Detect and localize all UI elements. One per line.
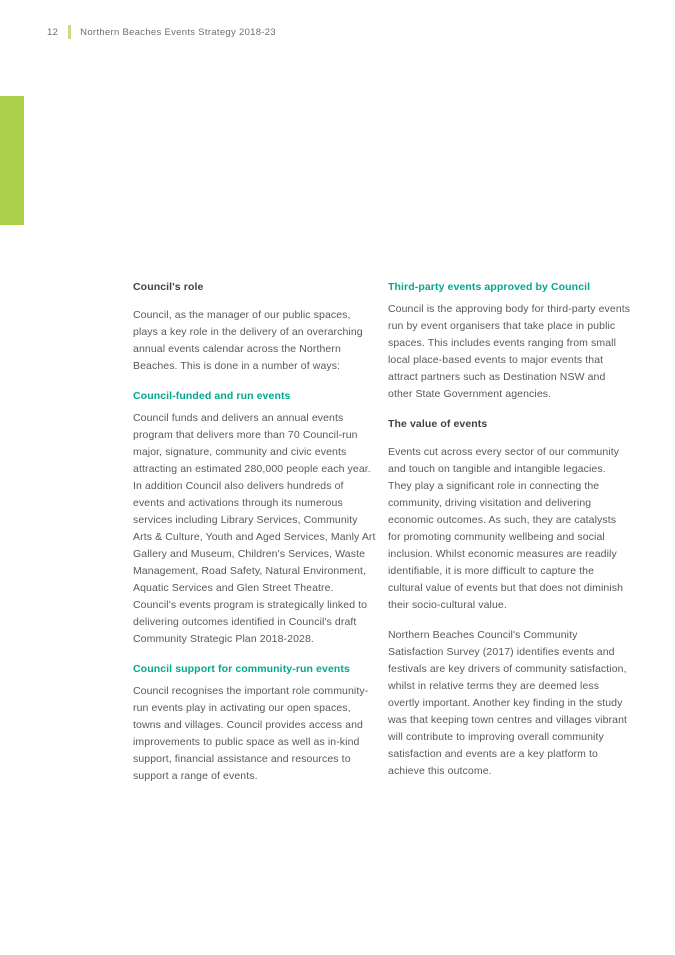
section-heading: The value of events (388, 418, 488, 430)
section-heading: Third-party events approved by Council (388, 281, 591, 293)
section-paragraph: Events cut across every sector of our community and touch on tangible and intangible legacies. They play a significant role in connecting the community, driving visitation and delivering economic outcomes. As such, they are catalysts for promoting community wellbeing and social inclusion. Whilst economic measures are readily identifiable, it is more difficult to capture the cultural value of events but that does not diminish their socio-cultural value. (388, 446, 624, 611)
section-paragraph: Council, as the manager of our public spaces, plays a key role in the delivery of an overarching annual events calendar across the Northern Beaches. This is done in a number of ways: (133, 309, 363, 372)
section-third-party-events (388, 281, 631, 403)
section-value-of-events (388, 418, 631, 780)
section-paragraph: Council funds and delivers an annual events program that delivers more than 70 Council-run major, signature, community and civic events attracting an estimated 280,000 people each year. In addition Council also delivers hundreds of events and activations through its numerous services including Library Services, Community Arts & Culture, Youth and Aged Services, Manly Art Gallery and Museum, Children's Services, Waste Management, Road Safety, Natural Environment, Aquatic Services and Glen Street Theatre. Council's events program is strategically linked to delivering outcomes identified in Council's draft Community Strategic Plan 2018-2028. (133, 412, 376, 645)
right-column (388, 281, 631, 780)
section-heading: Council-funded and run events (133, 390, 291, 402)
page-number: 12 (47, 26, 59, 38)
section-paragraph: Council recognises the important role community-run events play in activating our open spaces, towns and villages. Council provides access and improvements to public space as well as in-kind support, financial assistance and resources to support a range of events. (133, 685, 369, 782)
page-header (47, 25, 276, 39)
section-paragraph: Northern Beaches Council's Community Satisfaction Survey (2017) identifies events and festivals are key drivers of community satisfaction, whilst in relative terms they are deemed less overtly important. Another key finding in the study was that keeping town centres and villages vibrant will contribute to improving overall community satisfaction and events are a key platform to achieve this outcome. (388, 629, 628, 777)
section-councils-role (133, 281, 376, 375)
section-heading: Council support for community-run events (133, 663, 350, 675)
section-council-funded-events (133, 390, 376, 648)
section-heading: Council's role (133, 281, 204, 293)
header-divider (68, 25, 71, 39)
accent-bar (0, 96, 24, 225)
section-council-support (133, 663, 376, 785)
left-column (133, 281, 376, 785)
document-title: Northern Beaches Events Strategy 2018-23 (80, 26, 276, 38)
section-paragraph: Council is the approving body for third-party events run by event organisers that take place in public spaces. This includes events ranging from small local place-based events to major events that attract partners such as Destination NSW and other State Government agencies. (388, 303, 631, 400)
